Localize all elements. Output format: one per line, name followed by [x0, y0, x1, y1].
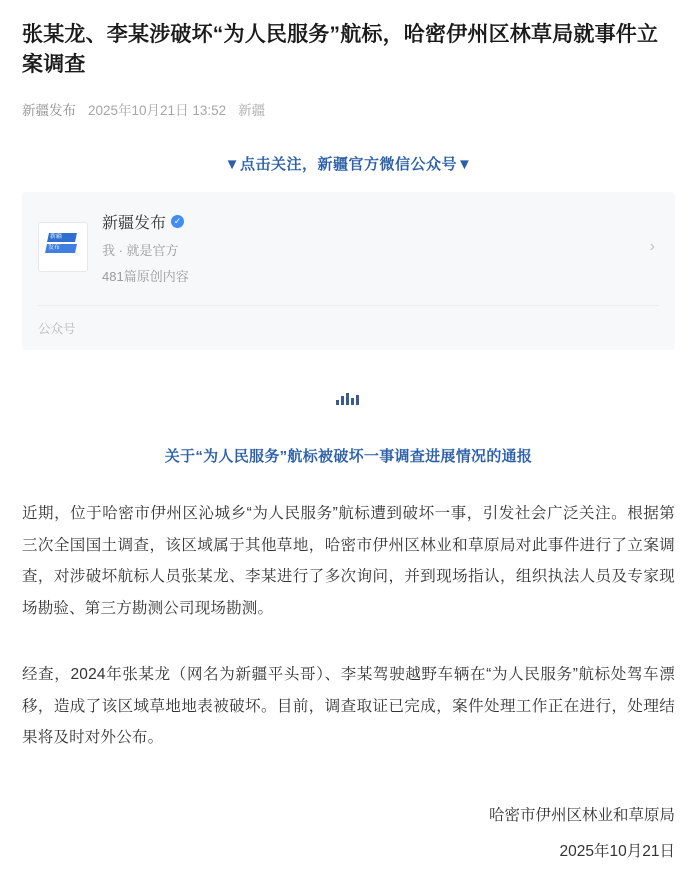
- signature-org: 哈密市伊州区林业和草原局: [488, 807, 675, 825]
- official-account-info: [88, 210, 650, 285]
- account-name: 新疆发布: [102, 214, 167, 232]
- official-account-card[interactable]: [22, 192, 675, 350]
- meta-timestamp: 2025年10月21日 13:52: [88, 102, 227, 118]
- logo-text-top: 新疆: [50, 234, 63, 241]
- body-paragraph-2: 经查，2024年张某龙（网名为新疆平头哥）、李某驾驶越野车辆在“为人民服务”航标处驾车漂移，造成了该区域草地地表被破坏。目前，调查取证已完成，案件处理工作正在进行，处理结果将及时对外公布。: [22, 665, 675, 747]
- official-account-main[interactable]: [38, 210, 659, 305]
- notice-title: 关于“为人民服务”航标被破坏一事调查进展情况的通报: [164, 447, 533, 465]
- signature-date: 2025年10月21日: [559, 843, 675, 861]
- verified-badge-icon: [171, 215, 184, 228]
- meta-region: 新疆: [238, 102, 266, 118]
- audio-bars-icon: [22, 390, 675, 405]
- avatar: [38, 222, 88, 272]
- account-article-count: 481篇原创内容: [102, 268, 189, 284]
- article-meta: [22, 99, 675, 119]
- account-slogan: 我 · 就是官方: [102, 242, 179, 258]
- follow-banner[interactable]: ▼点击关注，新疆官方微信公众号▼: [224, 155, 473, 173]
- body-paragraph-1: 近期，位于哈密市伊州区沁城乡“为人民服务”航标遭到破坏一事，引发社会广泛关注。根据第三次全国国土调查，该区域属于其他草地，哈密市伊州区林业和草原局对此事件进行了立案调查，对涉破坏航标人员张某龙、李某进行了多次询问，并到现场指认，组织执法人员及专家现场勘验、第三方勘测公司现场勘测。: [22, 504, 675, 618]
- meta-source: 新疆发布: [22, 102, 76, 118]
- page-title: 张某龙、李某涉破坏“为人民服务”航标，哈密伊州区林草局就事件立案调查: [22, 23, 659, 77]
- chevron-right-icon[interactable]: ›: [649, 238, 655, 256]
- logo-text-bottom: 发布: [48, 245, 61, 252]
- account-name-row: [102, 210, 650, 233]
- account-logo-icon: [46, 233, 80, 261]
- account-type-label: 公众号: [38, 305, 659, 350]
